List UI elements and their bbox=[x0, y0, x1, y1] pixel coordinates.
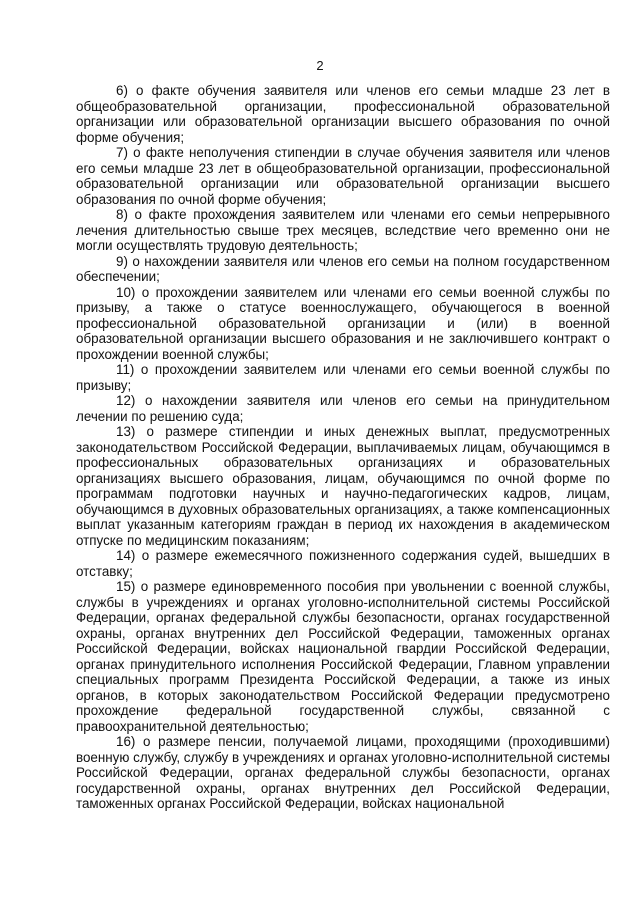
paragraph-item-13: 13) о размере стипендии и иных денежных выплат, предусмотренных законодательством Российской Федерации, выплачиваемых лицам, обучающимся в профессиональных образовательных организациях и образовательных организациях высшего образования, лицам, обучающимся по очной форме по программам подготовки научных и научно-педагогических кадров, лицам, обучающимся в духовных образовательных организациях, а также компенсационных выплат указанным категориям граждан в период их нахождения в академическом отпуске по медицинским показаниям; bbox=[76, 424, 610, 548]
document-body bbox=[76, 83, 610, 812]
paragraph-item-14: 14) о размере ежемесячного пожизненного содержания судей, вышедших в отставку; bbox=[76, 548, 610, 579]
paragraph-item-7: 7) о факте неполучения стипендии в случае обучения заявителя или членов его семьи младше 23 лет в общеобразовательной организации, профессиональной образовательной организации или образовательной организации высшего образования по очной форме обучения; bbox=[76, 145, 610, 207]
page-number: 2 bbox=[316, 58, 324, 73]
paragraph-item-6: 6) о факте обучения заявителя или членов его семьи младше 23 лет в общеобразовательной организации, профессиональной образовательной организации или образовательной организации высшего образования по очной форме обучения; bbox=[76, 83, 610, 145]
paragraph-item-8: 8) о факте прохождения заявителем или членами его семьи непрерывного лечения длительностью свыше трех месяцев, вследствие чего временно они не могли осуществлять трудовую деятельность; bbox=[76, 207, 610, 253]
paragraph-item-11: 11) о прохождении заявителем или членами его семьи военной службы по призыву; bbox=[76, 362, 610, 393]
paragraph-item-10: 10) о прохождении заявителем или членами его семьи военной службы по призыву, а также о статусе военнослужащего, обучающегося в военной профессиональной образовательной организации и (или) в военной образовательной организации высшего образования и не заключившего контракт о прохождении военной службы; bbox=[76, 284, 610, 362]
paragraph-item-15: 15) о размере единовременного пособия при увольнении с военной службы, службы в учреждениях и органах уголовно-исполнительной системы Российской Федерации, органах федеральной службы безопасности, органах государственной охраны, органах внутренних дел Российской Федерации, таможенных органах Российской Федерации, войсках национальной гвардии Российской Федерации, органах принудительного исполнения Российской Федерации, Главном управлении специальных программ Президента Российской Федерации, а также из иных органов, в которых законодательством Российской Федерации предусмотрено прохождение федеральной государственной службы, связанной с правоохранительной деятельностью; bbox=[76, 579, 610, 734]
paragraph-item-9: 9) о нахождении заявителя или членов его семьи на полном государственном обеспечении; bbox=[76, 253, 610, 284]
paragraph-item-12: 12) о нахождении заявителя или членов его семьи на принудительном лечении по решению суда; bbox=[76, 393, 610, 424]
paragraph-item-16: 16) о размере пенсии, получаемой лицами, проходящими (проходившими) военную службу, службу в учреждениях и органах уголовно-исполнительной системы Российской Федерации, органах федеральной службы безопасности, органах государственной охраны, органах внутренних дел Российской Федерации, таможенных органах Российской Федерации, войсках национальной bbox=[76, 734, 610, 811]
